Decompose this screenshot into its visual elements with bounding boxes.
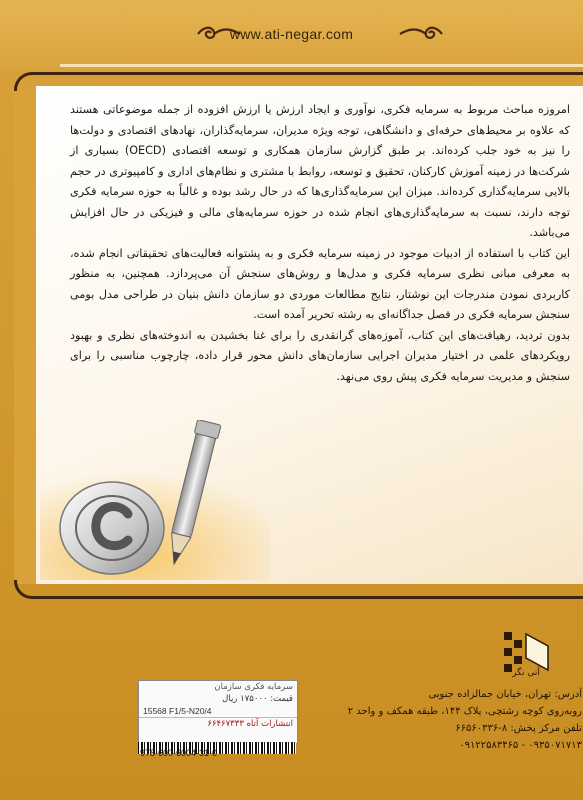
address-line: روبه‌روی کوچه رشتچی، پلاک ۱۴۴، طبقه همکف و واحد ۲ xyxy=(347,706,582,717)
description-text xyxy=(70,100,570,387)
right-swirl-ornament-icon xyxy=(398,24,444,44)
panel-top-border xyxy=(14,72,583,91)
panel-bottom-border xyxy=(14,580,583,599)
sticker-store: انتشارات آتاه ۶۶۴۶۷۳۳۳ xyxy=(139,717,297,730)
sticker-price: قیمت: ۱۷۵۰۰۰ ریال xyxy=(222,694,293,704)
paragraph-1: امروزه مباحث مربوط به سرمایه فکری، نوآوری و ایجاد ارزش یا ارزش افزوده از جمله موضوعاتی هستند که علاوه بر محیط‌های حرفه‌ای و دانشگاهی، توجه ویژه مدیران، سرمایه‌گذاران، نهادهای اقتصادی و دولت‌ها را نیز به خود جلب کرده‌اند. بر طبق گزارش سازمان همکاری و توسعه اقتصادی (OECD) بسیاری از شرکت‌ها در زمینه آموزش کارکنان، تحقیق و توسعه، روابط با مشتری و نظام‌های اداری و کامپیوتری در حجم بالایی سرمایه‌گذاری کرده‌اند. میزان این سرمایه‌گذاری‌ها که در حال رشد بوده و غالباً به حوزه سرمایه فکری توجه دارند، نسبت به سرمایه‌گذاری‌های انجام شده در حوزه سرمایه‌های مالی و فیزیکی در حال افزایش می‌باشد. xyxy=(70,103,571,239)
sticker-title: سرمایه فکری سازمان xyxy=(214,682,293,692)
isbn-number: 978-600-6004-31-0 xyxy=(140,748,218,758)
phone-line: ۰۹۳۵۰۷۱۷۱۳ - ۰۹۱۲۲۵۸۳۴۶۵ xyxy=(459,740,582,751)
price-sticker xyxy=(138,680,298,744)
address-block xyxy=(320,686,582,754)
phone-line: تلفن مرکز پخش: ۸-۶۶۵۶۰۳۳۶ xyxy=(455,723,582,734)
copyright-pencil-illustration xyxy=(40,420,270,580)
paragraph-3: بدون تردید، رهیافت‌های این کتاب، آموزه‌های گرانقدری را برای غنا بخشیدن به اندوخته‌های نظری و بهبود رویکردهای علمی در اختیار مدیران اجرایی سازمان‌های دانش محور قرار داده، چارچوب مناسبی را برای سنجش و مدیریت سرمایه فکری پیش روی می‌نهد. xyxy=(70,328,570,383)
panel-edge xyxy=(14,86,36,584)
decorative-line xyxy=(60,64,583,67)
address-line: آدرس: تهران، خیابان جمالزاده جنوبی xyxy=(428,689,582,700)
paragraph-2: این کتاب با استفاده از ادبیات موجود در زمینه سرمایه فکری و به پشتوانه فعالیت‌های تحقیقاتی انجام شده، به معرفی مبانی نظری سرمایه فکری و مدل‌ها و روش‌های سنجش آن می‌پردازد. همچنین، به منظور کاربردی نمودن مندرجات این نوشتار، نتایج مطالعات موردی دو سازمان دانش بنیان در طراحی مدل بومی سنجش سرمایه فکری در فصل جداگانه‌ای به رشته تحریر آمده است. xyxy=(70,246,570,321)
publisher-name: آتی نگر xyxy=(512,668,540,678)
sticker-code: 15568 F1/5-N20/4 xyxy=(143,706,212,716)
website-url[interactable]: www.ati-negar.com xyxy=(229,26,354,42)
